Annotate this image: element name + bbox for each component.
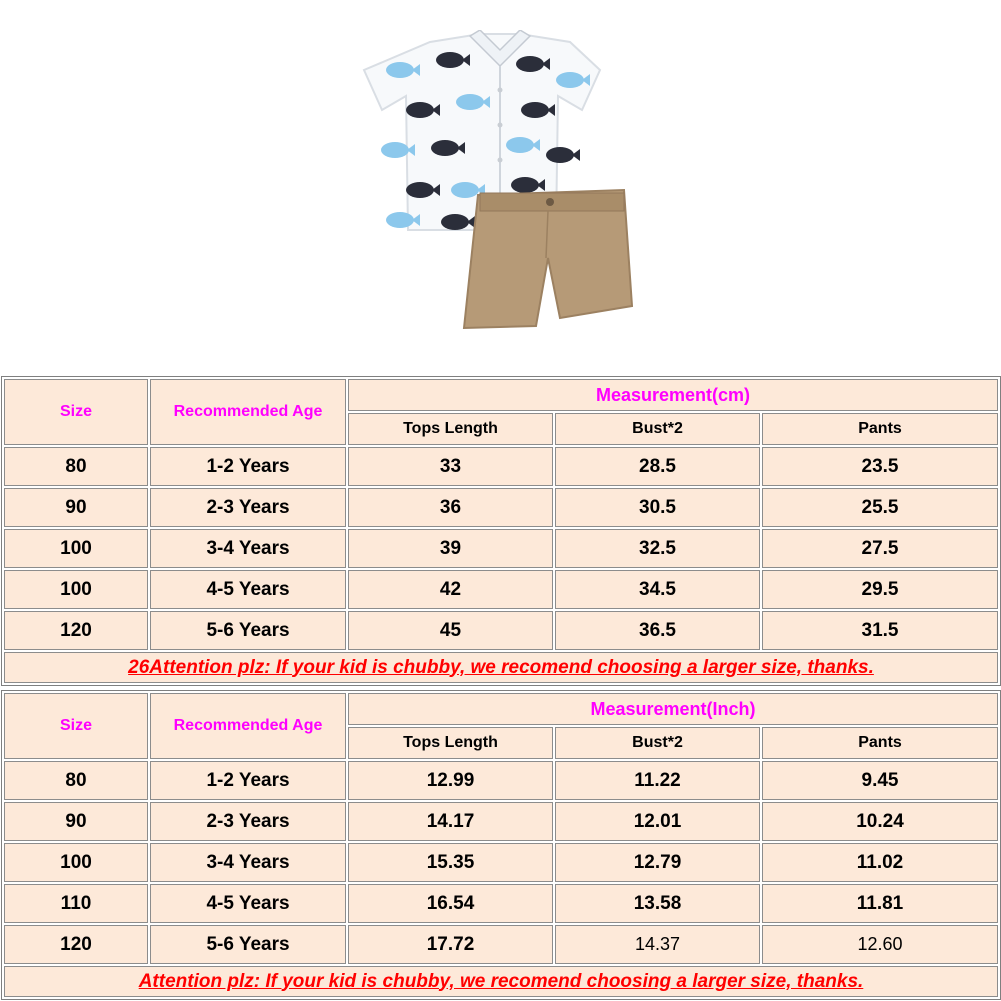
- age-cell: 1-2 Years: [150, 761, 346, 800]
- bust-cell: 12.79: [555, 843, 760, 882]
- table-row: [4, 611, 998, 650]
- pants-cell: 29.5: [762, 570, 998, 609]
- pants-cell: 10.24: [762, 802, 998, 841]
- attention-note: Attention plz: If your kid is chubby, we recomend choosing a larger size, thanks.: [4, 966, 998, 997]
- age-cell: 2-3 Years: [150, 488, 346, 527]
- measurement-header: Measurement(Inch): [348, 693, 998, 725]
- size-cell: 80: [4, 761, 148, 800]
- tops-length-header: Tops Length: [348, 413, 553, 445]
- whale-print-shape: [521, 102, 549, 118]
- whale-print-shape: [431, 140, 459, 156]
- table-row: [4, 761, 998, 800]
- pants-cell: 31.5: [762, 611, 998, 650]
- size-cell: 120: [4, 925, 148, 964]
- whale-print-shape: [406, 102, 434, 118]
- tops-length-cell: 33: [348, 447, 553, 486]
- table-row: [4, 529, 998, 568]
- pants-cell: 27.5: [762, 529, 998, 568]
- size-cell: 80: [4, 447, 148, 486]
- bust-cell: 11.22: [555, 761, 760, 800]
- whale-print-shape: [511, 177, 539, 193]
- size-header: Size: [4, 379, 148, 445]
- measurement-header: Measurement(cm): [348, 379, 998, 411]
- bust-cell: 32.5: [555, 529, 760, 568]
- attention-note: 26Attention plz: If your kid is chubby, we recomend choosing a larger size, thanks.: [4, 652, 998, 683]
- tops-length-cell: 16.54: [348, 884, 553, 923]
- bust-cell: 12.01: [555, 802, 760, 841]
- bust-header: Bust*2: [555, 727, 760, 759]
- product-image: [360, 30, 640, 340]
- tops-length-cell: 15.35: [348, 843, 553, 882]
- tops-length-cell: 17.72: [348, 925, 553, 964]
- table-row: [4, 488, 998, 527]
- age-cell: 4-5 Years: [150, 884, 346, 923]
- size-header: Size: [4, 693, 148, 759]
- table-row: [4, 802, 998, 841]
- pants-cell: 12.60: [762, 925, 998, 964]
- size-cell: 120: [4, 611, 148, 650]
- tops-length-cell: 14.17: [348, 802, 553, 841]
- size-cell: 90: [4, 802, 148, 841]
- bust-cell: 28.5: [555, 447, 760, 486]
- tops-length-cell: 36: [348, 488, 553, 527]
- whale-print-shape: [556, 72, 584, 88]
- whale-print-shape: [386, 62, 414, 78]
- age-cell: 5-6 Years: [150, 611, 346, 650]
- table-row: [4, 843, 998, 882]
- size-cell: 100: [4, 570, 148, 609]
- tops-length-cell: 39: [348, 529, 553, 568]
- size-cell: 100: [4, 529, 148, 568]
- pants-cell: 23.5: [762, 447, 998, 486]
- age-cell: 4-5 Years: [150, 570, 346, 609]
- age-cell: 3-4 Years: [150, 529, 346, 568]
- bust-cell: 14.37: [555, 925, 760, 964]
- pants-header: Pants: [762, 727, 998, 759]
- whale-print-shape: [436, 52, 464, 68]
- age-cell: 1-2 Years: [150, 447, 346, 486]
- bust-header: Bust*2: [555, 413, 760, 445]
- bust-cell: 30.5: [555, 488, 760, 527]
- tops-length-cell: 12.99: [348, 761, 553, 800]
- age-cell: 5-6 Years: [150, 925, 346, 964]
- pants-cell: 25.5: [762, 488, 998, 527]
- tops-length-cell: 45: [348, 611, 553, 650]
- pants-cell: 9.45: [762, 761, 998, 800]
- age-header: Recommended Age: [150, 379, 346, 445]
- pants-cell: 11.81: [762, 884, 998, 923]
- whale-print-shape: [441, 214, 469, 230]
- table-row: [4, 570, 998, 609]
- whale-print-shape: [546, 147, 574, 163]
- whale-print-shape: [381, 142, 409, 158]
- shirt-and-shorts-illustration: [360, 30, 640, 340]
- whale-print-shape: [456, 94, 484, 110]
- size-chart-inch: [1, 690, 1001, 1000]
- whale-print-shape: [386, 212, 414, 228]
- age-cell: 2-3 Years: [150, 802, 346, 841]
- tops-length-header: Tops Length: [348, 727, 553, 759]
- table-row: [4, 447, 998, 486]
- whale-print-shape: [516, 56, 544, 72]
- pants-header: Pants: [762, 413, 998, 445]
- age-cell: 3-4 Years: [150, 843, 346, 882]
- bust-cell: 34.5: [555, 570, 760, 609]
- table-row: [4, 884, 998, 923]
- age-header: Recommended Age: [150, 693, 346, 759]
- whale-print-shape: [506, 137, 534, 153]
- table-row: [4, 925, 998, 964]
- bust-cell: 13.58: [555, 884, 760, 923]
- size-cell: 100: [4, 843, 148, 882]
- tops-length-cell: 42: [348, 570, 553, 609]
- pants-cell: 11.02: [762, 843, 998, 882]
- size-cell: 110: [4, 884, 148, 923]
- whale-print-shape: [406, 182, 434, 198]
- size-chart-cm: [1, 376, 1001, 686]
- size-cell: 90: [4, 488, 148, 527]
- whale-tail-shape: [572, 149, 580, 161]
- whale-print-shape: [451, 182, 479, 198]
- bust-cell: 36.5: [555, 611, 760, 650]
